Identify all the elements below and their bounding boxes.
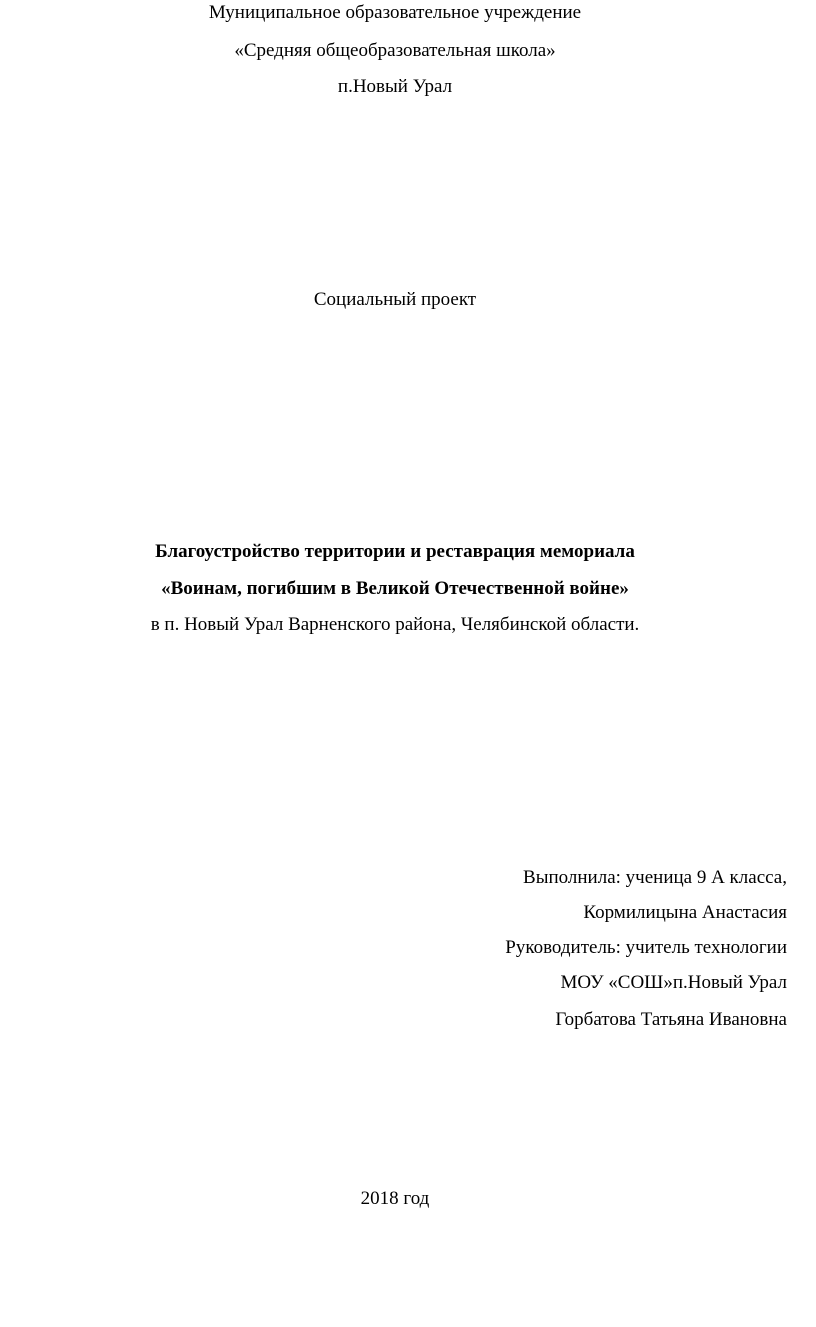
supervisor-line: Руководитель: учитель технологии — [505, 937, 787, 958]
locality-line: п.Новый Урал — [337, 76, 453, 97]
supervisor-school: МОУ «СОШ»п.Новый Урал — [560, 972, 787, 993]
project-location-line: в п. Новый Урал Варненского района, Челябинской области. — [150, 614, 640, 635]
project-title-line-2: «Воинам, погибшим в Великой Отечественной войне» — [161, 578, 629, 599]
school-name-line: «Средняя общеобразовательная школа» — [234, 40, 556, 61]
document-type: Социальный проект — [313, 289, 477, 310]
author-line: Выполнила: ученица 9 А класса, — [523, 867, 787, 888]
project-title-line-1: Благоустройство территории и реставрация мемориала — [155, 541, 635, 562]
supervisor-name: Горбатова Татьяна Ивановна — [555, 1009, 787, 1030]
author-name: Кормилицына Анастасия — [583, 902, 787, 923]
year-line: 2018 год — [360, 1188, 430, 1209]
institution-name-line: Муниципальное образовательное учреждение — [208, 2, 582, 23]
